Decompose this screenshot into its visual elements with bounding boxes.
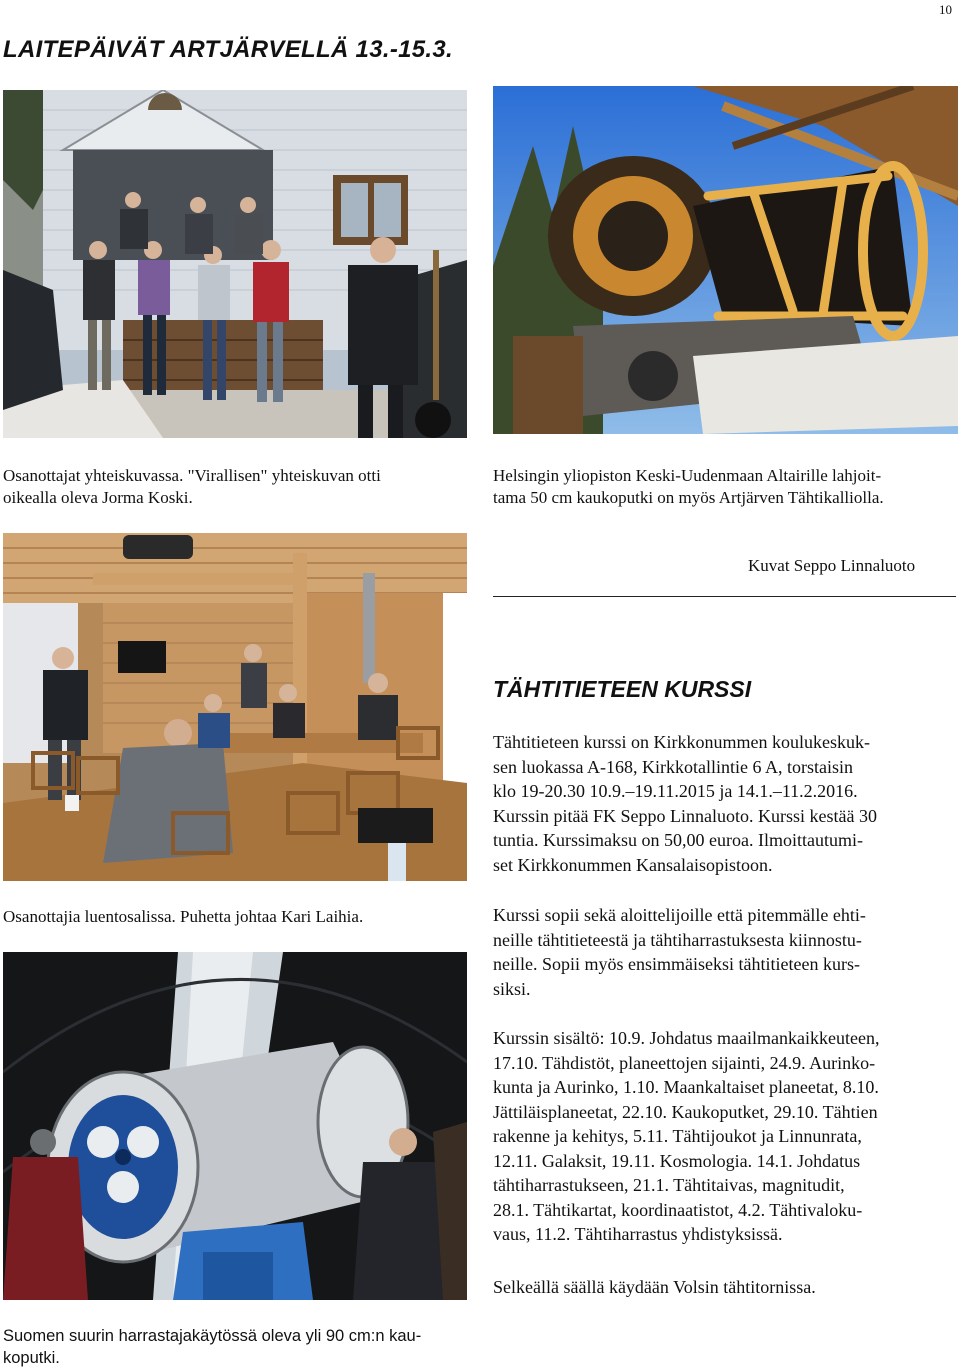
group-caption-line-1: Osanottajat yhteiskuvassa. "Virallisen" yhteiskuvan otti (3, 466, 381, 485)
course-p3-line: 17.10. Tähdistöt, planeettojen sijainti, 24.9. Aurinko- (493, 1052, 876, 1073)
telescope-caption-line-2: tama 50 cm kaukoputki on myös Artjärven Tähtikalliolla. (493, 488, 884, 507)
course-p1-line: Tähtitieteen kurssi on Kirkkonummen koulukeskuk- (493, 732, 870, 752)
course-p3-line: vaus, 11.2. Tähtiharrastus yhdistyksissä. (493, 1224, 783, 1244)
telescope-caption-line-1: Helsingin yliopiston Keski-Uudenmaan Altairille lahjoit- (493, 466, 882, 485)
lecture-caption: Osanottajia luentosalissa. Puhetta johtaa Kari Laihia. (3, 907, 364, 926)
course-p3-line: kunta ja Aurinko, 1.10. Maankaltaiset planeetat, 8.10. (493, 1077, 879, 1097)
dome-caption-line-1: Suomen suurin harrastajakäytössä oleva yli 90 cm:n kau- (3, 1327, 422, 1345)
course-p1-line: tuntia. Kurssimaksu on 50,00 euroa. Ilmoittautumi- (493, 830, 863, 850)
course-paragraph-3 (493, 1026, 958, 1247)
course-p1-line: set Kirkkonummen Kansalaisopistoon. (493, 854, 773, 875)
course-p2-line: neille tähtitieteestä ja tähtiharrastuksesta kiinnostu- (493, 929, 862, 950)
course-title: TÄHTITIETEEN KURSSI (493, 676, 752, 702)
course-p3-line: Jättiläisplaneetat, 22.10. Kaukoputket, 29.10. Tähtien (493, 1101, 878, 1122)
dome-telescope-photo (3, 952, 467, 1300)
section-divider (493, 596, 956, 597)
group-photo (3, 90, 467, 438)
lecture-photo (3, 533, 467, 881)
course-p2-line: Kurssi sopii sekä aloittelijoille että pitemmälle ehti- (493, 905, 866, 925)
course-p1-line: klo 19-20.30 10.9.–19.11.2015 ja 14.1.–11.2.2016. (493, 781, 858, 801)
page-title: LAITEPÄIVÄT ARTJÄRVELLÄ 13.-15.3. (3, 36, 453, 63)
photo-credit: Kuvat Seppo Linnaluoto (748, 556, 916, 575)
course-p3-line: Kurssin sisältö: 10.9. Johdatus maailmankaikkeuteen, (493, 1028, 880, 1048)
telescope-photo (493, 86, 958, 434)
dome-caption-line-2: koputki. (3, 1349, 60, 1367)
dome-caption (3, 1325, 473, 1369)
course-p1-line: sen luokassa A-168, Kirkkotallintie 6 A, torstaisin (493, 756, 853, 777)
course-p3-line: 12.11. Galaksit, 19.11. Kosmologia. 14.1. Johdatus (493, 1150, 861, 1171)
course-paragraph-1 (493, 730, 958, 877)
course-p3-line: 28.1. Tähtikartat, koordinaatistot, 4.2. Tähtivaloku- (493, 1199, 863, 1220)
course-p2-line: neille. Sopii myös ensimmäiseksi tähtitieteen kurs- (493, 954, 860, 974)
course-p3-line: tähtiharrastukseen, 21.1. Tähtitaivas, magnitudit, (493, 1175, 845, 1195)
course-p1-line: Kurssin pitää FK Seppo Linnaluoto. Kurssi kestää 30 (493, 805, 877, 826)
group-caption (3, 465, 473, 509)
telescope-caption (493, 465, 958, 509)
group-caption-line-2: oikealla oleva Jorma Koski. (3, 488, 193, 507)
page-number: 10 (939, 2, 952, 17)
course-paragraph-4: Selkeällä säällä käydään Volsin tähtitornissa. (493, 1277, 816, 1297)
course-paragraph-2 (493, 903, 958, 1001)
course-p2-line: siksi. (493, 978, 531, 999)
course-p3-line: rakenne ja kehitys, 5.11. Tähtijoukot ja Linnunrata, (493, 1126, 862, 1146)
